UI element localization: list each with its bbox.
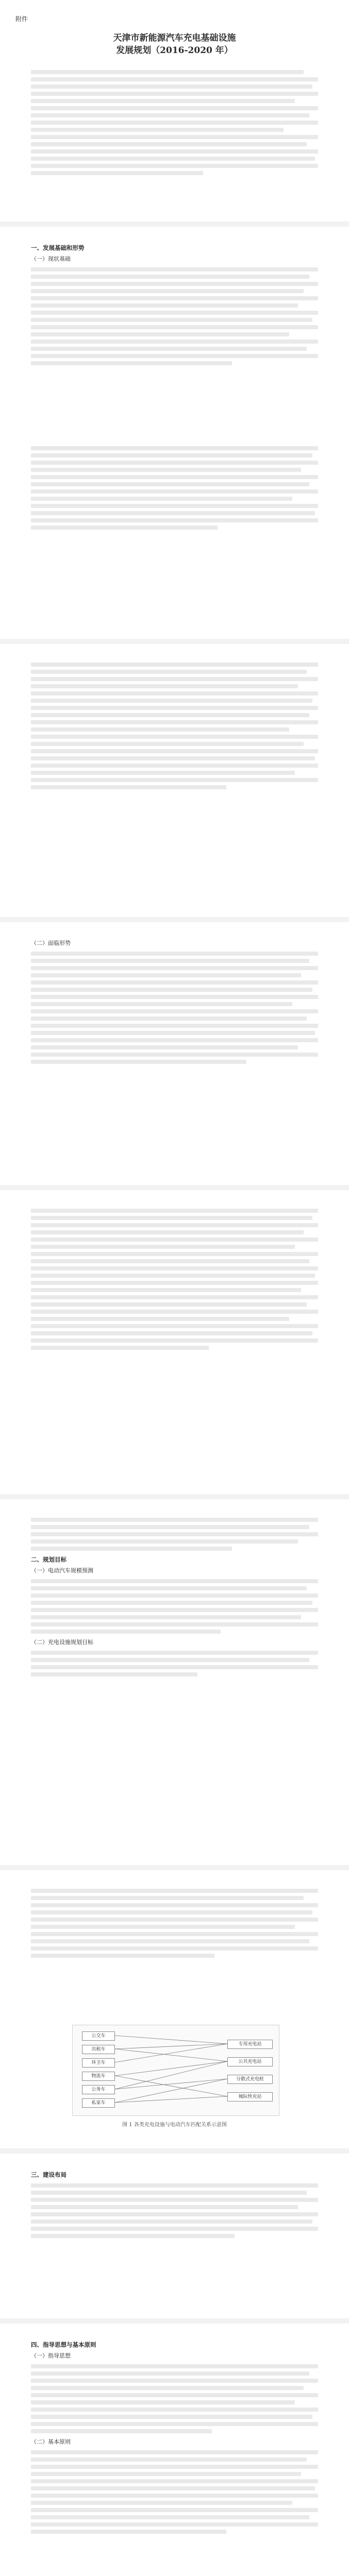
section-body-5: [31, 1206, 318, 1353]
document-title-line1: 天津市新能源汽车充电基础设施: [113, 33, 236, 43]
diagram-connectors: [73, 2025, 279, 2115]
diagram-box-public-station: 公共充电站: [227, 2057, 273, 2066]
subheading-guiding-thought: （一）指导思想: [31, 2352, 71, 2359]
subheading-demand: （一）电动汽车规模预测: [31, 1567, 93, 1574]
section-body-7: [31, 1886, 318, 1961]
subheading-basic-principles: （二）基本原则: [31, 2438, 71, 2445]
section-body-3: [31, 659, 318, 792]
diagram-box-taxi: 出租车: [82, 2045, 115, 2054]
heading-goals: 二、规划目标: [31, 1556, 67, 1563]
diagram-box-logistics: 物流车: [82, 2072, 115, 2081]
diagram-box-official: 公务车: [82, 2085, 115, 2094]
section-principles: [31, 2339, 318, 2537]
diagram-box-intercity-station: 城际快充站: [227, 2092, 273, 2102]
diagram-box-private: 私家车: [82, 2098, 115, 2108]
subheading-situation: （二）面临形势: [31, 940, 71, 946]
heading-layout: 三、建设布局: [31, 2171, 67, 2178]
diagram-box-sanitation: 环卫车: [82, 2058, 115, 2067]
diagram-box-bus: 公交车: [82, 2031, 115, 2041]
document-title-line2: 发展规划（2016-2020 年）: [116, 45, 233, 56]
section-situation: [31, 938, 318, 1067]
heading-basis: 一、发展基础和形势: [31, 244, 85, 251]
subheading-current: （一）现状基础: [31, 256, 71, 262]
section-goals: [31, 1515, 318, 1680]
intro-block: [31, 67, 318, 178]
attachment-label: 附件: [15, 15, 28, 23]
subheading-facility: （二）充电设施规划目标: [31, 1639, 93, 1646]
matching-diagram: [72, 2025, 279, 2116]
figure-caption: 图 1 各类充电设施与电动汽车匹配关系示意图: [122, 2122, 227, 2128]
heading-principles: 四、指导思想与基本原则: [31, 2341, 96, 2348]
section-layout: [31, 2169, 318, 2241]
section-body-2: [31, 443, 318, 533]
diagram-box-dedicated-station: 专用充电站: [227, 2040, 273, 2049]
diagram-box-distributed-pile: 分散式充电桩: [227, 2075, 273, 2084]
section-basis: [31, 242, 318, 368]
